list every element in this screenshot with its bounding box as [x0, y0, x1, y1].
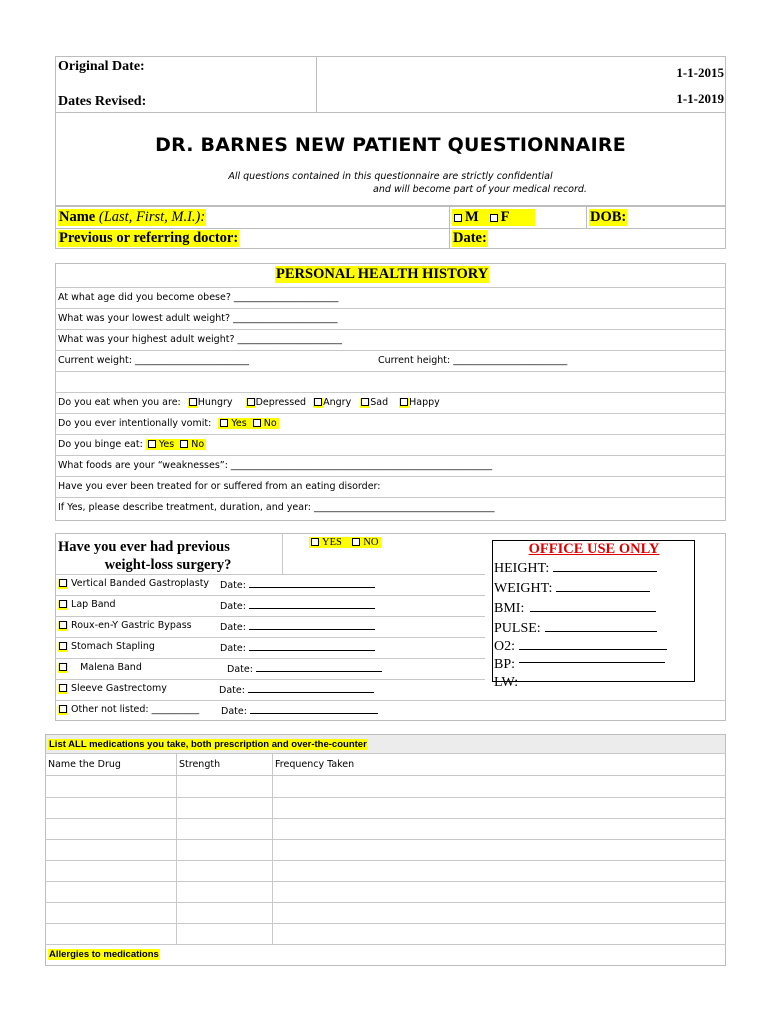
eat-angry-checkbox[interactable] — [313, 398, 323, 408]
name-label: Name — [59, 209, 96, 225]
surgery-yes-label: YES — [322, 537, 342, 548]
procedure-checkbox[interactable] — [58, 642, 68, 652]
procedure-row — [58, 662, 142, 673]
lowest-weight-question[interactable]: What was your lowest adult weight? ______________________ — [58, 313, 338, 324]
medications-heading: List ALL medications you take, both prescription and over-the-counter — [49, 739, 367, 750]
surgery-question — [58, 538, 278, 574]
surgery-yes-no — [309, 537, 381, 548]
surgery-question-line-1: Have you ever had previous — [58, 539, 230, 555]
office-bmi-field[interactable]: BMI: — [494, 598, 694, 618]
column-header-drug: Name the Drug — [48, 759, 121, 770]
vomit-no-checkbox[interactable] — [253, 419, 261, 427]
office-height-field[interactable]: HEIGHT: — [494, 558, 694, 578]
obese-age-question[interactable]: At what age did you become obese? ______________________ — [58, 292, 339, 303]
eat-angry-label: Angry — [323, 397, 352, 408]
header-box — [55, 56, 726, 113]
dates-revised-value: 1-1-2019 — [676, 91, 724, 106]
date-label: Date: — [453, 230, 487, 246]
eat-sad-checkbox[interactable] — [360, 398, 370, 408]
procedure-checkbox[interactable] — [58, 705, 68, 715]
procedure-date[interactable]: Date: — [220, 620, 375, 633]
binge-row — [58, 439, 206, 450]
procedure-checkbox[interactable] — [58, 684, 68, 694]
binge-no-checkbox[interactable] — [180, 440, 188, 448]
if-yes-treatment-question[interactable]: If Yes, please describe treatment, duration, and year: ______________________________________ — [58, 502, 495, 513]
gender-f-checkbox[interactable] — [490, 214, 498, 222]
procedure-checkbox[interactable] — [58, 600, 68, 610]
column-header-frequency: Frequency Taken — [275, 759, 355, 770]
office-use-box — [492, 540, 695, 690]
office-lw-field[interactable]: LW: — [494, 675, 519, 690]
procedure-row — [58, 599, 116, 610]
allergies-label[interactable]: Allergies to medications — [49, 949, 159, 960]
procedure-row — [58, 620, 192, 631]
binge-yes-label: Yes — [158, 439, 175, 450]
procedure-label: Vertical Banded Gastroplasty — [71, 578, 210, 589]
referring-doctor-label[interactable]: Previous or referring doctor: — [59, 230, 239, 246]
office-pulse-field[interactable]: PULSE: — [494, 618, 694, 638]
procedure-label: Other not listed: — [71, 704, 149, 715]
procedure-date[interactable]: Date: — [219, 683, 374, 696]
confidential-line-2: and will become part of your medical record. — [373, 184, 587, 195]
gender-options — [452, 209, 535, 226]
original-date-label: Original Date: — [58, 59, 145, 74]
binge-no-label: No — [191, 439, 205, 450]
procedure-date[interactable]: Date: — [221, 704, 378, 717]
eat-happy-label: Happy — [409, 397, 440, 408]
procedure-checkbox[interactable] — [58, 579, 68, 589]
procedure-label: Malena Band — [80, 662, 142, 673]
procedure-label: Roux-en-Y Gastric Bypass — [71, 620, 192, 631]
office-o2-field[interactable]: O2: — [494, 638, 694, 656]
procedure-row — [58, 683, 167, 694]
procedure-row — [58, 641, 155, 652]
procedure-row — [58, 704, 199, 715]
name-hint: (Last, First, M.I.): — [98, 209, 206, 225]
dates-revised-label: Dates Revised: — [58, 94, 147, 109]
binge-label: Do you binge eat: — [58, 439, 143, 450]
vomit-options — [218, 418, 278, 429]
binge-options — [146, 439, 206, 450]
health-history-heading: PERSONAL HEALTH HISTORY — [276, 266, 489, 282]
current-height-field[interactable]: Current height: ________________________ — [378, 355, 568, 366]
eating-disorder-question[interactable]: Have you ever been treated for or suffered from an eating disorder: — [58, 481, 381, 492]
original-date-value: 1-1-2015 — [676, 65, 724, 80]
eat-when-label: Do you eat when you are: — [58, 397, 181, 408]
gender-m-option[interactable]: M — [454, 209, 479, 225]
procedure-label: Lap Band — [71, 599, 116, 610]
procedure-date[interactable]: Date: — [220, 578, 375, 591]
eat-when-row — [58, 397, 440, 408]
surgery-yes-checkbox[interactable] — [311, 538, 319, 546]
eat-happy-checkbox[interactable] — [399, 398, 409, 408]
vomit-row — [58, 418, 279, 429]
current-weight-field[interactable]: Current weight: ________________________ — [58, 355, 249, 366]
eat-hungry-checkbox[interactable] — [188, 398, 198, 408]
gender-f-option[interactable]: F — [490, 209, 510, 225]
surgery-question-line-2: weight-loss surgery? — [104, 557, 232, 573]
procedure-checkbox[interactable] — [58, 621, 68, 631]
column-header-strength: Strength — [179, 759, 221, 770]
confidential-line-1: All questions contained in this questionnaire are strictly confidential — [228, 171, 553, 182]
procedure-label: Stomach Stapling — [71, 641, 155, 652]
vomit-label: Do you ever intentionally vomit: — [58, 418, 212, 429]
surgery-no-checkbox[interactable] — [352, 538, 360, 546]
procedure-row — [58, 578, 209, 589]
procedure-date[interactable]: Date: — [220, 641, 375, 654]
vomit-yes-checkbox[interactable] — [220, 419, 228, 427]
procedure-date[interactable]: Date: — [227, 662, 382, 675]
other-procedure-blank[interactable]: __________ — [151, 704, 200, 715]
eat-hungry-label: Hungry — [197, 397, 233, 408]
eat-depressed-checkbox[interactable] — [246, 398, 256, 408]
office-weight-field[interactable]: WEIGHT: — [494, 578, 694, 598]
binge-yes-checkbox[interactable] — [148, 440, 156, 448]
office-use-heading: OFFICE USE ONLY — [528, 541, 660, 557]
gender-m-checkbox[interactable] — [454, 214, 462, 222]
dob-label: DOB: — [590, 209, 627, 225]
vomit-no-label: No — [263, 418, 277, 429]
procedure-checkbox[interactable] — [58, 663, 68, 673]
procedure-label: Sleeve Gastrectomy — [71, 683, 167, 694]
eat-depressed-label: Depressed — [255, 397, 307, 408]
weaknesses-question[interactable]: What foods are your “weaknesses”: _______________________________________________________ — [58, 460, 493, 471]
surgery-no-label: NO — [363, 537, 379, 548]
highest-weight-question[interactable]: What was your highest adult weight? ______________________ — [58, 334, 343, 345]
vomit-yes-label: Yes — [231, 418, 247, 429]
medications-table — [45, 734, 726, 966]
header-divider — [316, 56, 317, 113]
name-field-label[interactable] — [58, 209, 206, 226]
office-bp-field[interactable]: BP: — [494, 656, 694, 674]
page-title: DR. BARNES NEW PATIENT QUESTIONNAIRE — [155, 134, 626, 156]
procedure-date[interactable]: Date: — [220, 599, 375, 612]
eat-sad-label: Sad — [370, 397, 389, 408]
